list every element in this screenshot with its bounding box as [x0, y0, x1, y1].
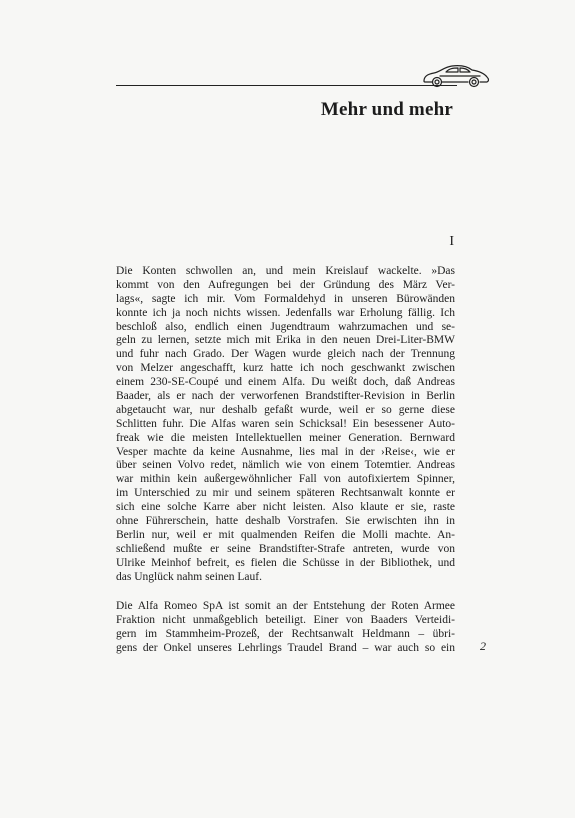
- text-line: abgetaucht war, nur deshalb gefaßt wurde, weil er so gerne diese: [116, 403, 455, 416]
- text-line: war mithin kein außergewöhnlicher Fall von autofixiertem Spinner,: [116, 473, 455, 486]
- text-line: kommt von den Aufregungen bei der Gründung des März Ver-: [116, 278, 455, 291]
- text-line: gens der Onkel unseres Lehrlings Traudel Brand – war auch so ein: [116, 641, 455, 654]
- text-line: von Melzer angeschafft, kurz hatte ich noch geschwankt zwischen: [116, 362, 455, 375]
- text-line: gern im Stammheim-Prozeß, der Rechtsanwalt Heldmann – übri-: [116, 627, 455, 640]
- text-line: freak wie die meisten Intellektuellen meiner Generation. Bernward: [116, 431, 455, 444]
- text-line: konnte ich ja noch nichts wissen. Jedenfalls war Erholung fällig. Ich: [116, 306, 455, 319]
- text-line: schließend mußte er seine Brandstifter-Strafe antreten, wurde von: [116, 542, 455, 555]
- text-line: und fuhr nach Grado. Der Wagen wurde gleich nach der Trennung: [116, 348, 455, 361]
- text-line: Fraktion nicht unmaßgeblich beteiligt. Einer von Baaders Verteidi-: [116, 613, 455, 626]
- text-line: beschloß also, endlich einen Jugendtraum wahrzumachen und se-: [116, 320, 455, 333]
- text-line: Baader, als er nach der verworfenen Brandstifter-Revision in Berlin: [116, 390, 455, 403]
- text-line: Die Alfa Romeo SpA ist somit an der Entstehung der Roten Armee: [116, 600, 455, 612]
- text-line: lags«, sagte ich mir. Vom Formaldehyd in unseren Bürowänden: [116, 292, 455, 305]
- page-number: 2: [480, 639, 486, 653]
- text-line: das Unglück nahm seinen Lauf.: [116, 570, 262, 583]
- text-line: Die Konten schwollen an, und mein Kreislauf wackelte. »Das: [116, 265, 455, 277]
- text-line: im Unterschied zu mir und seinem späteren Rechtsanwalt konnte er: [116, 487, 455, 500]
- header-rule: [116, 85, 457, 86]
- text-line: Vesper machte da keine Ausnahme, lies mal in der ›Reise‹, wie er: [116, 445, 455, 458]
- text-line: ohne Führerschein, hatte deshalb Vorstrafen. Sie erwischten ihn in: [116, 515, 455, 528]
- vintage-car-icon: [420, 59, 492, 89]
- section-number: I: [449, 234, 454, 249]
- body-paragraph-1: [116, 265, 455, 584]
- text-line: sich eine solche Karre aber nicht leisten. Also klaute er sie, raste: [116, 501, 455, 514]
- text-line: Schlitten fuhr. Die Alfas waren sein Schicksal! Ein besessener Auto-: [116, 417, 455, 430]
- chapter-title: Mehr und mehr: [320, 99, 453, 120]
- text-line: über seinen Volvo redet, nämlich wie von einem Totemtier. Andreas: [116, 459, 455, 472]
- text-line: einem 230-SE-Coupé und einem Alfa. Du weißt doch, daß Andreas: [116, 376, 455, 389]
- text-line: Ulrike Meinhof befreit, es fielen die Schüsse in der Bibliothek, und: [116, 556, 455, 569]
- body-paragraph-2: [116, 600, 455, 656]
- text-line: Berlin nur, weil er mit qualmenden Reifen die Molli machte. An-: [116, 528, 455, 541]
- text-line: geln zu lernen, setzte mich mit Erika in den neuen Drei-Liter-BMW: [116, 334, 455, 347]
